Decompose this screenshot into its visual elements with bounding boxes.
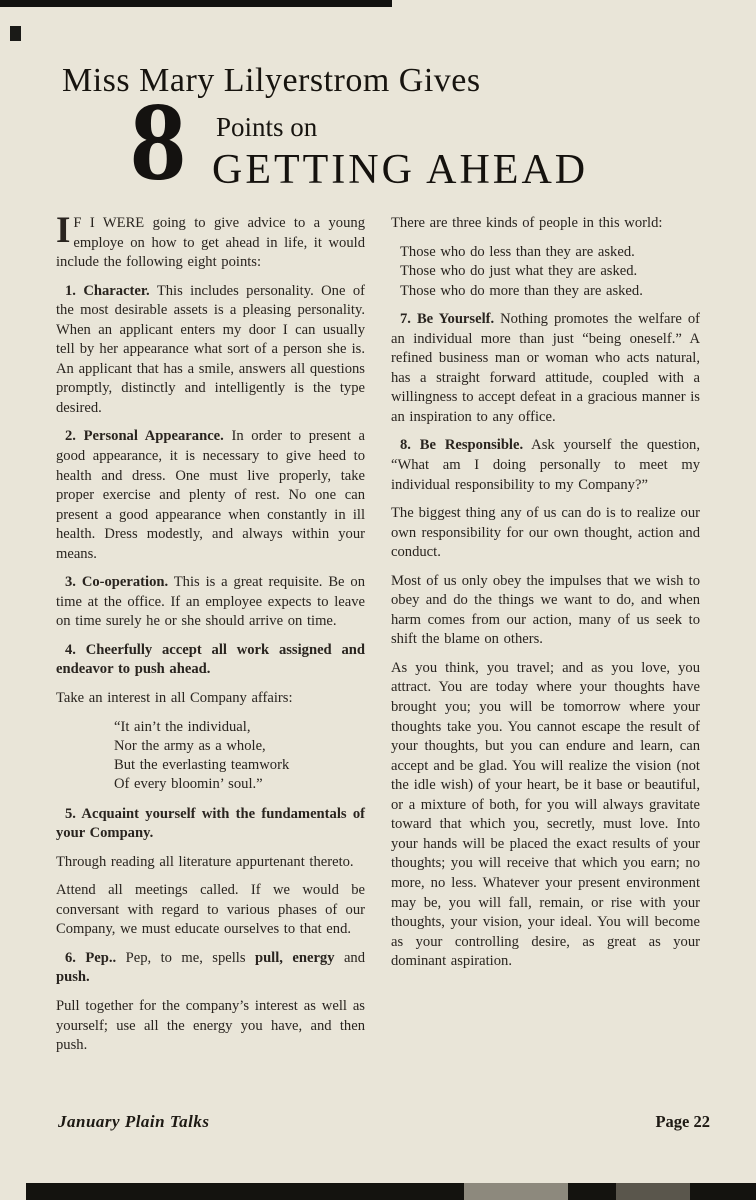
take-interest-paragraph: Take an interest in all Company affairs: xyxy=(56,690,293,707)
point-7 xyxy=(391,310,700,427)
point-5-lead: 5. Acquaint yourself with the fundamentals of your Company. xyxy=(56,805,365,842)
point-8 xyxy=(391,436,700,495)
intro-paragraph xyxy=(56,210,365,273)
point-5 xyxy=(56,805,365,844)
point-6-lead: 6. Pep.. xyxy=(65,949,117,966)
kind-item: Those who do more than they are asked. xyxy=(400,282,643,299)
point-2-text: In order to present a good appearance, it is necessary to give heed to health and dress. One must live properly, take proper exercise and plenty of rest. No one can present a good appearance when constantly in ill health. Dress modestly, and always within your means. xyxy=(56,428,365,562)
point-1 xyxy=(56,282,365,419)
poem-line: Nor the army as a whole, xyxy=(114,737,266,754)
point-2-lead: 2. Personal Appearance. xyxy=(65,428,224,445)
page-footer xyxy=(58,1112,710,1132)
point-6-text: Pep, to me, spells xyxy=(125,949,246,966)
poem-line: But the everlasting teamwork xyxy=(114,757,290,774)
point-3 xyxy=(56,573,365,632)
point-2 xyxy=(56,427,365,564)
pull-together-paragraph: Pull together for the company’s interest as well as yourself; use all the energy you have, and then push. xyxy=(56,997,365,1054)
point-8-lead: 8. Be Responsible. xyxy=(400,437,524,454)
scan-artifact-segment xyxy=(616,1183,690,1200)
scan-artifact-top-bar xyxy=(0,0,392,7)
kind-item: Those who do just what they are asked. xyxy=(400,263,638,280)
scan-artifact-bottom-bar xyxy=(26,1183,756,1200)
point-4 xyxy=(56,641,365,680)
point-1-text: This includes personality. One of the most desirable assets is a pleasing personality. When an applicant enters my door I can usually tell by her appearance what sort of a person she is. An applicant that has a smile, answers all questions promptly, distinctly and intelligently is the type desired. xyxy=(56,282,365,416)
poem-quote xyxy=(114,718,365,795)
through-reading-paragraph: Through reading all literature appurtenant thereto. xyxy=(56,853,354,870)
article-body xyxy=(56,210,700,1065)
article-title: GETTING AHEAD xyxy=(212,147,589,193)
point-7-text: Nothing promotes the welfare of an individual more than just “being oneself.” A refined business man or woman who acts natural, has a straight forward attitude, coupled with a willingness to accept defeat in a gracious manner is an inspiration to any office. xyxy=(391,311,700,425)
attend-meetings-paragraph: Attend all meetings called. If we would be conversant with regard to various phases of our Company, we must educate ourselves to that end. xyxy=(56,882,365,938)
point-6-bold-push: push. xyxy=(56,969,90,986)
point-4-lead: 4. Cheerfully accept all work assigned and endeavor to push ahead. xyxy=(56,641,365,678)
point-1-lead: 1. Character. xyxy=(65,282,150,299)
left-column xyxy=(56,210,366,1065)
right-column xyxy=(391,214,700,1065)
scan-artifact-segment xyxy=(464,1183,568,1200)
point-6-bold-pull-energy: pull, energy xyxy=(254,949,335,966)
scan-artifact-smudge xyxy=(10,26,21,41)
article-kicker: Miss Mary Lilyerstrom Gives xyxy=(62,62,481,99)
journal-name: January Plain Talks xyxy=(58,1112,210,1131)
impulses-paragraph: Most of us only obey the impulses that we wish to obey and do the things we want to do, and when harm comes from our action, many of us seek to shift the blame on others. xyxy=(391,572,700,648)
three-kinds-list xyxy=(391,243,700,302)
drop-cap: I xyxy=(56,210,71,251)
kind-item: Those who do less than they are asked. xyxy=(400,243,635,260)
point-6 xyxy=(56,949,365,988)
point-8-text: Ask yourself the question, “What am I doing personally to meet my individual responsibility to my Company?” xyxy=(391,437,700,493)
page-number: Page 22 xyxy=(655,1112,710,1131)
point-3-lead: 3. Co-operation. xyxy=(65,574,169,591)
point-3-text: This is a great requisite. Be on time at the office. If an employee expects to leave on time surely he or she should arrive on time. xyxy=(56,574,365,630)
point-6-text: and xyxy=(343,949,366,966)
intro-text: F I WERE going to give advice to a young employe on how to get ahead in life, it would include the following eight points: xyxy=(56,215,365,271)
poem-line: “It ain’t the individual, xyxy=(114,718,251,735)
biggest-thing-paragraph: The biggest thing any of us can do is to realize our own responsibility for our own thought, action and conduct. xyxy=(391,505,700,561)
poem-line: Of every bloomin’ soul.” xyxy=(114,776,263,793)
point-7-lead: 7. Be Yourself. xyxy=(400,311,495,328)
big-number-8: 8 xyxy=(130,80,186,204)
three-kinds-intro: There are three kinds of people in this world: xyxy=(391,215,663,231)
as-you-think-paragraph: As you think, you travel; and as you love, you attract. You are today where your thoughts have brought you; you will be tomorrow where your thoughts take you. You cannot escape the result of your thoughts, but you can endure and learn, can accept and be glad. You will realize the vision (not the idle wish) of your heart, be it base or beautiful, or a mixture of both, for you will always gravitate toward that which you, secretly, must love. Into your hands will be placed the exact results of your thoughts; you will receive that which you earn; no more, no less. Whatever your present environment may be, you will fall, remain, or rise with your thoughts, your vision, your ideal. You will become as your controlling desire, as great as your dominant aspiration. xyxy=(391,659,700,970)
subtitle-points-on: Points on xyxy=(216,112,318,142)
